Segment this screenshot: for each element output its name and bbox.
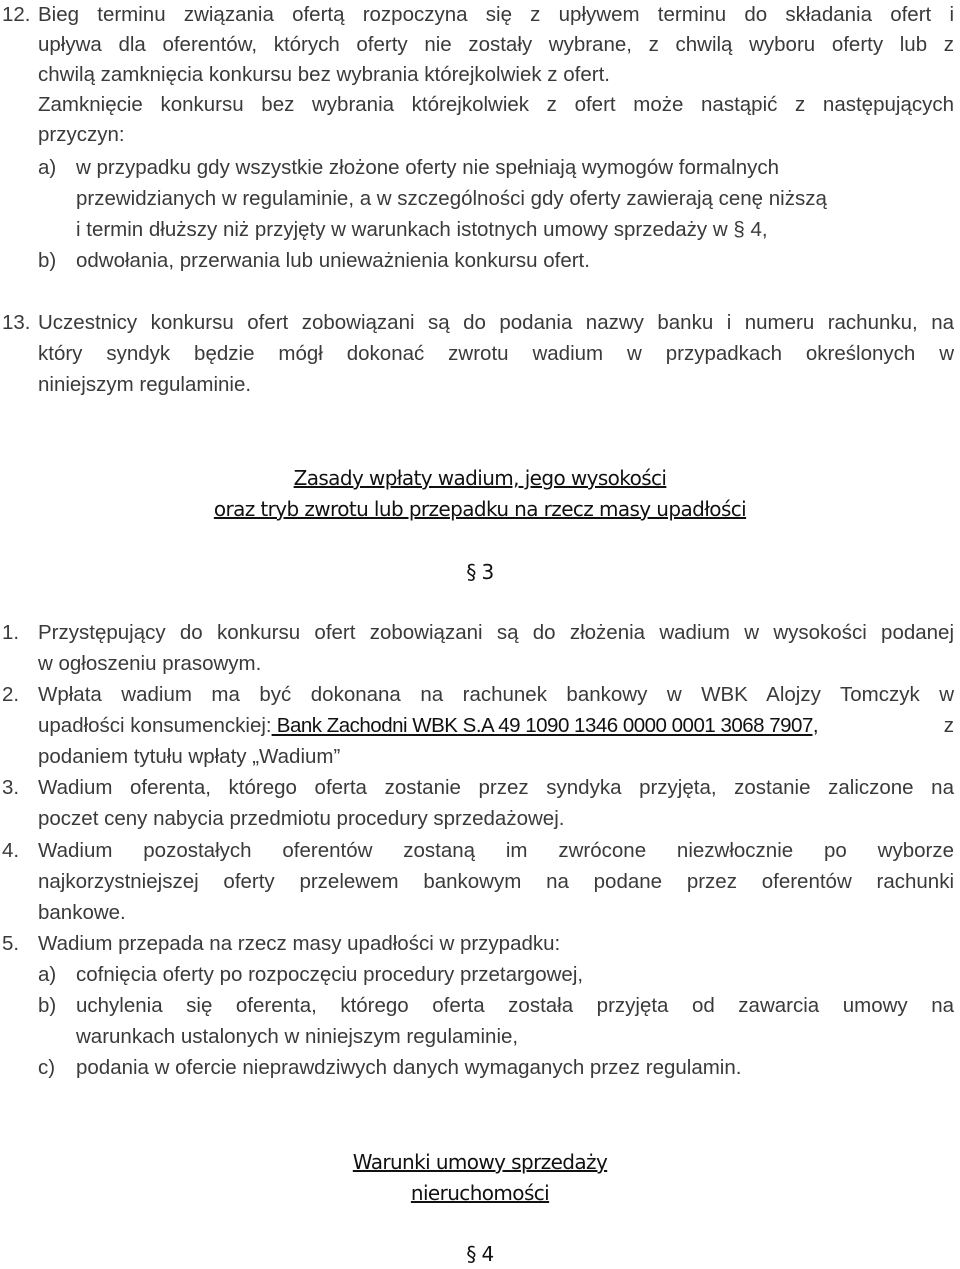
s3-item-4-text: bankowe.: [38, 901, 126, 924]
item-12-text: Zamknięcie konkursu bez wybrania którejkolwiek z ofert może nastąpić z następujących: [38, 93, 954, 116]
sub-item-label: c): [38, 1056, 56, 1079]
s3-item-2-line-2: [0, 711, 960, 741]
sub-item-label: b): [38, 994, 57, 1017]
item-12-text: Bieg terminu związania ofertą rozpoczyna się z upływem terminu do składania ofert i: [38, 3, 954, 26]
sub-item-text: warunkach ustalonych w niniejszym regulaminie,: [76, 1025, 519, 1048]
sub-item-label: a): [38, 156, 57, 179]
item-13-text: niniejszym regulaminie.: [38, 373, 252, 396]
item-12-line-5: [0, 120, 960, 150]
s3-item-2-line-1: [0, 680, 960, 710]
sub-item-text: cofnięcia oferty po rozpoczęciu procedury przetargowej,: [76, 963, 584, 986]
s3-item-2-number: 2.: [2, 683, 20, 706]
section-3-heading-line-1: Zasady wpłaty wadium, jego wysokości: [293, 466, 667, 490]
section-4-heading-line-2: nieruchomości: [410, 1181, 550, 1205]
s3-item-5-sub-b-line-2: [0, 1022, 960, 1052]
s3-item-1-text: w ogłoszeniu prasowym.: [38, 652, 262, 675]
item-13-text: który syndyk będzie mógł dokonać zwrotu wadium w przypadkach określonych w: [38, 342, 954, 365]
s3-item-2-text: podaniem tytułu wpłaty „Wadium”: [38, 745, 341, 768]
s3-item-5-line-1: [0, 929, 960, 959]
sub-item-text: odwołania, przerwania lub unieważnienia konkursu ofert.: [76, 249, 590, 272]
s3-item-4-line-1: [0, 836, 960, 866]
s3-item-2-line-3: [0, 742, 960, 772]
item-12-line-2: [0, 30, 960, 60]
item-12-sub-b: [0, 246, 960, 276]
item-13-number: 13.: [2, 311, 31, 334]
item-12-sub-a-line-3: [0, 215, 960, 245]
bank-account-number: Bank Zachodni WBK S.A 49 1090 1346 0000 0001 3068 7907,: [271, 714, 819, 737]
sub-item-label: a): [38, 963, 57, 986]
item-12-number: 12.: [2, 3, 31, 26]
s3-item-3-text: Wadium oferenta, którego oferta zostanie przez syndyka przyjęta, zostanie zaliczone na: [38, 776, 954, 799]
s3-item-5-sub-b-line-1: [0, 991, 960, 1021]
item-12-sub-a-line-1: [0, 153, 960, 183]
s3-item-3-line-1: [0, 773, 960, 803]
s3-item-1-line-2: [0, 649, 960, 679]
sub-item-text: i termin dłuższy niż przyjęty w warunkach istotnych umowy sprzedaży w § 4,: [76, 218, 768, 241]
item-12-sub-a-line-2: [0, 184, 960, 214]
s3-item-5-sub-c: [0, 1053, 960, 1083]
s3-item-5-text: Wadium przepada na rzecz masy upadłości w przypadku:: [38, 932, 561, 955]
item-13-line-2: [0, 339, 960, 369]
item-12-line-4: [0, 90, 960, 120]
item-12-text: chwilą zamknięcia konkursu bez wybrania którejkolwiek z ofert.: [38, 63, 610, 86]
s3-item-3-text: poczet ceny nabycia przedmiotu procedury sprzedażowej.: [38, 807, 565, 830]
s3-item-2-suffix: z: [943, 714, 954, 737]
item-12-line-1: [0, 0, 960, 30]
sub-item-text: przewidzianych w regulaminie, a w szczególności gdy oferty zawierają cenę niższą: [76, 187, 827, 210]
s3-item-1-text: Przystępujący do konkursu ofert zobowiązani są do złożenia wadium w wysokości podanej: [38, 621, 954, 644]
item-12-text: przyczyn:: [38, 123, 125, 146]
s3-item-5-number: 5.: [2, 932, 20, 955]
item-13-line-3: [0, 370, 960, 400]
section-4-heading-line-1: Warunki umowy sprzedaży: [352, 1150, 608, 1174]
item-13-line-1: [0, 308, 960, 338]
sub-item-text: w przypadku gdy wszystkie złożone oferty nie spełniają wymogów formalnych: [76, 156, 780, 179]
s3-item-2-prefix: upadłości konsumenckiej:: [38, 714, 272, 737]
item-12-line-3: [0, 60, 960, 90]
s3-item-4-text: najkorzystniejszej oferty przelewem bankowym na podane przez oferentów rachunki: [38, 870, 954, 893]
s3-item-4-line-2: [0, 867, 960, 897]
s3-item-5-sub-a: [0, 960, 960, 990]
s3-item-1-number: 1.: [2, 621, 20, 644]
s3-item-2-text: Wpłata wadium ma być dokonana na rachunek bankowy w WBK Alojzy Tomczyk w: [38, 683, 954, 706]
item-13-text: Uczestnicy konkursu ofert zobowiązani są do podania nazwy banku i numeru rachunku, na: [38, 311, 954, 334]
sub-item-text: podania w ofercie nieprawdziwych danych wymaganych przez regulamin.: [76, 1056, 742, 1079]
s3-item-4-text: Wadium pozostałych oferentów zostaną im zwrócone niezwłocznie po wyborze: [38, 839, 954, 862]
s3-item-4-line-3: [0, 898, 960, 928]
s3-item-4-number: 4.: [2, 839, 20, 862]
s3-item-2-text: [38, 711, 818, 741]
s3-item-1-line-1: [0, 618, 960, 648]
s3-item-3-number: 3.: [2, 776, 20, 799]
sub-item-text: uchylenia się oferenta, którego oferta została przyjęta od zawarcia umowy na: [76, 994, 954, 1017]
sub-item-label: b): [38, 249, 57, 272]
section-3-paragraph-mark: § 3: [466, 560, 494, 584]
item-12-text: upływa dla oferentów, których oferty nie zostały wybrane, z chwilą wyboru oferty lub z: [38, 33, 954, 56]
section-3-heading-line-2: oraz tryb zwrotu lub przepadku na rzecz masy upadłości: [213, 497, 747, 521]
section-4-paragraph-mark: § 4: [466, 1242, 494, 1266]
s3-item-3-line-2: [0, 804, 960, 834]
